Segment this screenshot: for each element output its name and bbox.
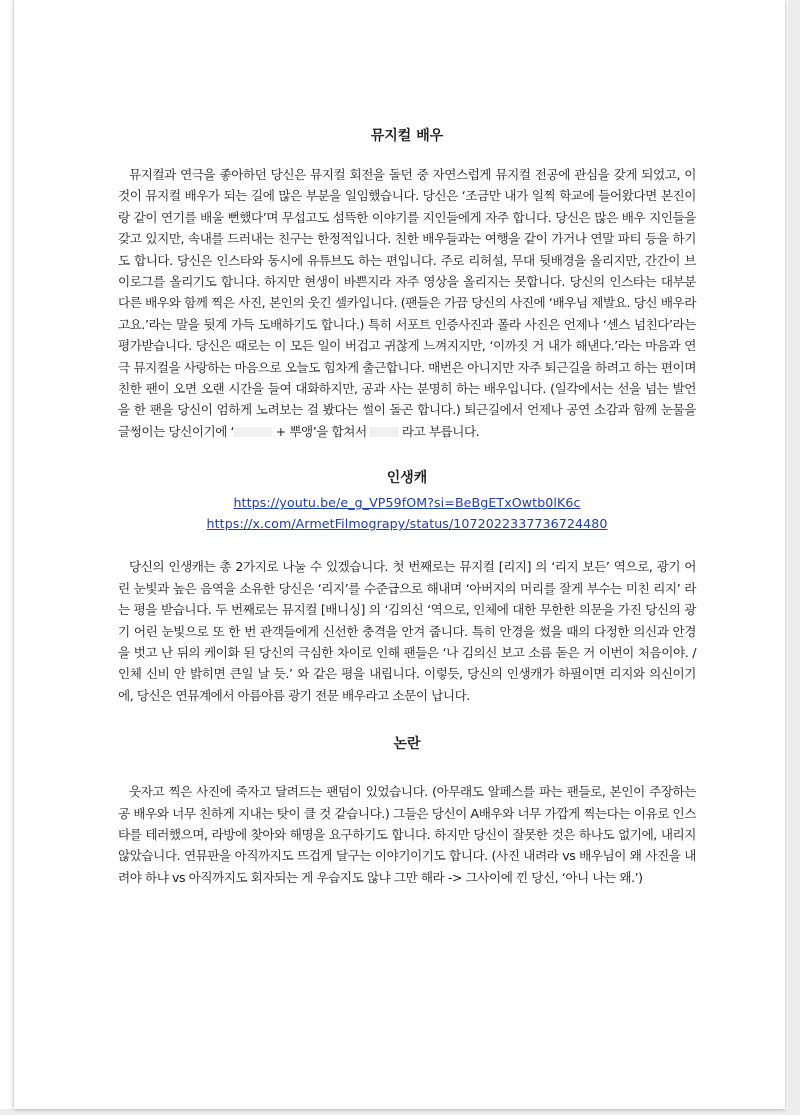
reference-links [118,492,696,534]
paragraph-musical-actor-text-c: 라고 부릅니다. [398,423,480,439]
section-title-controversy: 논란 [393,736,421,753]
paragraph-controversy: 웃자고 찍은 사진에 죽자고 달려드는 팬덤이 있었습니다. (아무래도 알페스를 파는 팬들로, 본인이 주장하는 공 배우와 너무 친하게 지내는 탓이 클 것 같습니다.) 그들은 당신이 A배우와 너무 가깝게 찍는다는 이유로 인스타를 테러했으며, 라방에 찾아와 해명을 요구하기도 합니다. 하지만 당신이 잘못한 것은 하나도 없기에, 내리지 않았습니다. 연뮤판을 아직까지도 뜨겁게 달구는 이야기이기도 합니다. (사진 내려라 vs 배우님이 왜 사진을 내려야 하냐 vs 아직까지도 회자되는 게 우습지도 않냐 그만 해라 -> 그사이에 낀 당신, ‘아니 나는 왜.’) [118,784,696,885]
redacted-text [234,427,272,437]
youtube-link[interactable]: https://youtu.be/e_g_VP59fOM?si=BeBgETxOwtb0lK6c [233,495,581,511]
viewer-edge-right [788,0,800,1115]
paragraph-life-character: 당신의 인생캐는 총 2가지로 나눌 수 있겠습니다. 첫 번째로는 뮤지컬 [리지] 의 ‘리지 보든’ 역으로, 광기 어린 눈빛과 높은 음역을 소유한 당신은 ‘리지’를 수준급으로 해내며 ‘아버지의 머리를 잘게 부수는 미친 리지’ 라는 평을 받습니다. 두 번째로는 뮤지컬 [배니싱] 의 ‘김의신 ‘역으로, 인체에 대한 무한한 의문을 가진 당신의 광기 어린 눈빛으로 또 한 번 관객들에게 신선한 충격을 안겨 줍니다. 특히 안경을 썼을 때의 다정한 의신과 안경을 벗고 난 뒤의 케이화 된 당신의 극심한 차이로 인해 팬들은 ‘나 김의신 보고 소름 돋은 거 이번이 처음이야. / 인체 신비 안 밝히면 큰일 날 듯.’ 와 같은 평을 내립니다. 이렇듯, 당신의 인생캐가 하필이면 리지와 의신이기에, 당신은 연뮤계에서 아름아름 광기 전문 배우라고 소문이 납니다. [118,559,696,703]
paragraph-musical-actor [118,164,696,442]
paragraph-musical-actor-text-a: 뮤지컬과 연극을 좋아하던 당신은 뮤지컬 회전을 돌던 중 자연스럽게 뮤지컬 전공에 관심을 갖게 되었고, 이것이 뮤지컬 배우가 되는 길에 많은 부분을 일임했습니다. 당신은 ‘조금만 내가 일찍 학교에 들어왔다면 본진이랑 같이 연기를 배울 뻔했다’며 무섭고도 섬뜩한 이야기를 지인들에게 자주 합니다. 당신은 많은 배우 지인들을 갖고 있지만, 속내를 드러내는 친구는 한정적입니다. 친한 배우들과는 여행을 같이 가거나 연말 파티 등을 하기도 합니다. 당신은 인스타와 동시에 유튜브도 하는 편입니다. 주로 리허설, 무대 뒷배경을 올리지만, 간간이 브이로그를 올리기도 합니다. 하지만 현생이 바쁜지라 자주 영상을 올리지는 못합니다. 당신의 인스타는 대부분 다른 배우와 함께 찍은 사진, 본인의 웃긴 셀카입니다. (팬들은 가끔 당신의 사진에 ‘배우님 제발요. 당신 배우라고요.’라는 말을 뒷계 가득 도배하기도 합니다.) 특히 서포트 인증사진과 폴라 사진은 언제나 ‘센스 넘친다’라는 평가받습니다. 당신은 때로는 이 모든 일이 버겁고 귀찮게 느껴지지만, ‘이까짓 거 내가 해낸다.’라는 마음과 연극 뮤지컬을 사랑하는 마음으로 오늘도 힘차게 출근합니다. 매번은 아니지만 자주 퇴근길을 하려고 하는 편이며 친한 팬이 오면 오랜 시간을 들여 대화하지만, 공과 사는 분명히 하는 배우입니다. (일각에서는 선을 넘는 발언을 한 팬을 당신이 엄하게 노려보는 걸 봤다는 썰이 돌곤 합니다.) 퇴근길에서 언제나 공연 소감과 함께 눈물을 글썽이는 당신이기에 ‘ [118,167,696,439]
section-title-musical-actor: 뮤지컬 배우 [370,128,444,144]
viewer-edge-bottom [0,1109,800,1115]
redacted-text [370,427,398,437]
document-page [14,0,785,1109]
paragraph-musical-actor-text-b: + 뿌앵’을 합쳐서 [272,423,371,439]
document-content [118,120,696,888]
x-status-link[interactable]: https://x.com/ArmetFilmograpy/status/1072022337736724480 [206,516,608,532]
section-title-life-character: 인생캐 [386,470,428,487]
